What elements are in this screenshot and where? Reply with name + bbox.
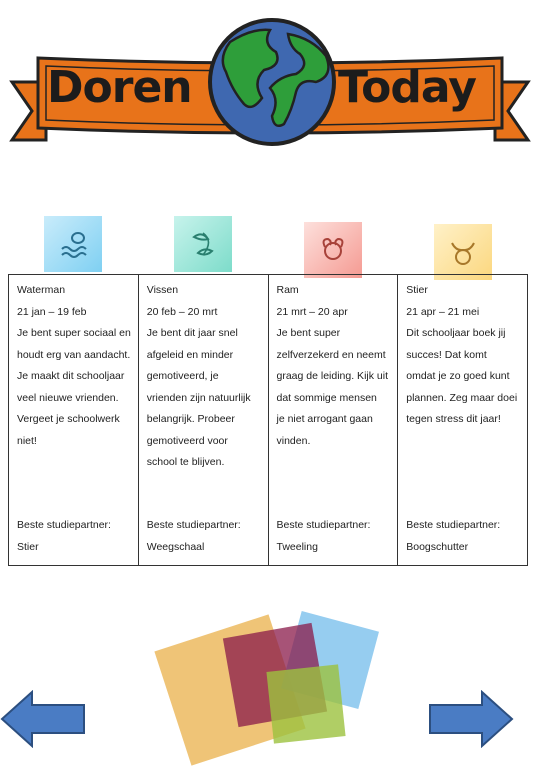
partner-label: Beste studiepartner: [146,519,241,531]
sign-text-line: niet! [17,434,37,447]
study-partner [17,515,111,558]
sign-text-line: gemotiveerd voor [146,434,228,447]
sign-name: Ram [276,284,299,296]
sign-text-line: omdat je zo goed kunt [406,370,510,382]
sign-name: Stier [406,284,428,296]
study-partner [406,515,500,558]
sign-text-line: Je maakt dit schooljaar [17,370,125,382]
sign-text-line: tegen stress dit jaar! [406,413,501,425]
horoscope-column-ram [269,275,399,565]
partner-value: Boogschutter [406,540,469,553]
sign-text-line: afgeleid en minder [146,348,234,361]
horoscope-column-vissen [139,275,269,565]
partner-label: Beste studiepartner: [276,519,371,531]
aquarius-icon [44,216,102,272]
sign-text-line: houdt erg van aandacht. [17,348,131,361]
horoscope-column-waterman [9,275,139,565]
sign-text-line: vrienden zijn natuurlijk [146,391,251,404]
arrow-left-icon [0,690,86,748]
arrow-right-icon [428,690,514,748]
horoscope-table [8,274,528,566]
sign-text-line: veel nieuwe vrienden. [17,391,119,404]
logo-word-today: Today [338,62,476,113]
sign-text-line: Je bent super sociaal en [17,327,131,339]
study-partner [147,515,241,558]
doren-today-logo [0,0,540,175]
sign-text-line: Je bent dit jaar snel [146,327,238,339]
study-partner [277,515,371,558]
sign-text-line: Dit schooljaar boek jij [406,327,506,339]
sign-name: Waterman [17,284,66,296]
sign-text-line: Je bent super [276,327,341,339]
sign-text-line: vinden. [276,434,311,447]
sign-text-line: plannen. Zeg maar doei [406,391,518,404]
sign-text-line: succes! Dat komt [406,348,487,361]
horoscope-column-stier [398,275,527,565]
sign-text-line: gemotiveerd, je [146,370,219,382]
sign-dates: 21 apr – 21 mei [406,305,480,318]
sign-text-line: dat sommige mensen [276,391,377,404]
partner-value: Weegschaal [146,540,205,553]
sign-text-line: je niet arrogant gaan [276,413,373,425]
decorative-squares [150,600,400,780]
taurus-glyph [446,235,480,269]
sign-dates: 20 feb – 20 mrt [146,305,218,318]
green-square [266,664,345,743]
pisces-glyph [186,227,220,261]
partner-value: Tweeling [276,540,318,553]
sign-dates: 21 mrt – 20 apr [276,305,348,318]
aquarius-glyph [56,227,90,261]
sign-text-line: zelfverzekerd en neemt [276,348,386,361]
aries-glyph [316,233,350,267]
sign-text-line: school te blijven. [146,456,225,468]
next-page-arrow[interactable] [428,690,514,748]
sign-text-line: belangrijk. Probeer [146,413,235,425]
pisces-icon [174,216,232,272]
aries-icon [304,222,362,278]
taurus-icon [434,224,492,280]
logo-word-doren: Doren [47,62,192,113]
sign-name: Vissen [146,284,179,296]
partner-label: Beste studiepartner: [406,519,501,531]
sign-text-line: graag de leiding. Kijk uit [276,370,388,382]
sign-dates: 21 jan – 19 feb [17,305,87,318]
partner-label: Beste studiepartner: [17,519,111,531]
previous-page-arrow[interactable] [0,690,86,748]
sign-text-line: Vergeet je schoolwerk [17,413,120,425]
partner-value: Stier [17,540,39,553]
